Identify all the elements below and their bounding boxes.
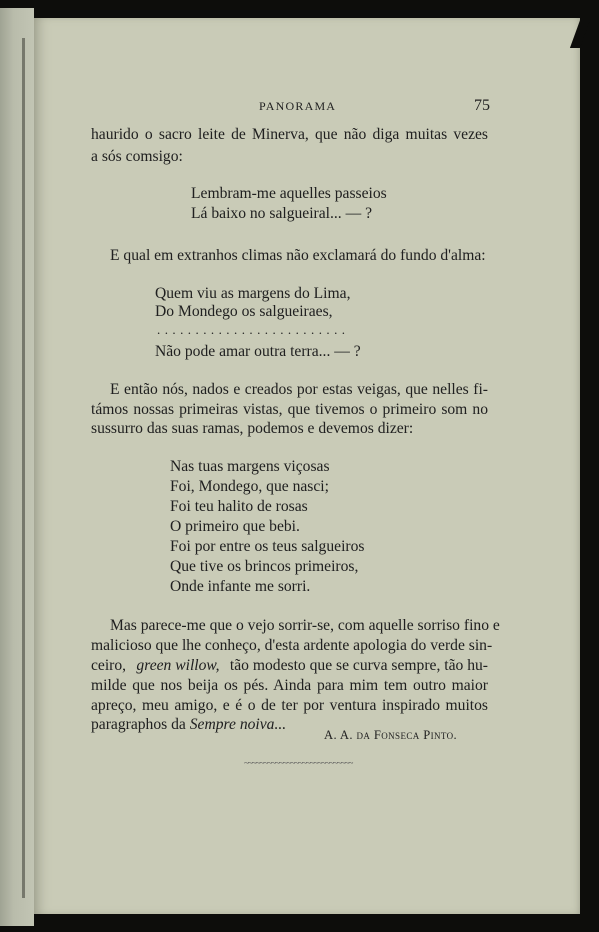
para4-line2: malicioso que lhe conheço, d'esta ardente apologia do verde sin- <box>91 637 493 654</box>
facing-page-edge <box>0 8 34 926</box>
para4-line3-start: ceiro, <box>91 657 127 674</box>
para3-line1: E então nós, nados e creados por estas veigas, que nelles fi- <box>110 381 488 398</box>
verse1-line: Lá baixo no salgueiral... — ? <box>191 205 373 222</box>
para3-line3: sussurro das suas ramas, podemos e devemos dizer: <box>91 420 414 437</box>
para2-line: E qual em extranhos climas não exclamará do fundo d'alma: <box>110 247 486 264</box>
verse2-line: Não pode amar outra terra... — ? <box>155 343 361 360</box>
verse3-line: Foi, Mondego, que nasci; <box>170 478 329 495</box>
verse3-line: Que tive os brincos primeiros, <box>170 558 359 575</box>
para3-line2: támos nossas primeiras vistas, que tivemos o primeiro som no <box>91 401 488 418</box>
para4-line3-end: tão modesto que se curva sempre, tão hu- <box>229 657 488 674</box>
para4-line5: apreço, meu amigo, e é o de ter por ventura inspirado muitos <box>91 697 488 714</box>
verse2-line: Quem viu as margens do Lima, <box>155 285 351 302</box>
para1-line2: a sós comsigo: <box>91 148 183 165</box>
para4-line6 <box>91 716 286 734</box>
para1-line1: haurido o sacro leite de Minerva, que não diga muitas vezes <box>91 126 488 143</box>
page-header <box>0 97 599 119</box>
para4-line3 <box>91 657 488 675</box>
end-ornament: ~~~~~~~~~~~~~~~~~~~~~~~~~~~~ <box>244 758 353 768</box>
para4-line1: Mas parece-me que o vejo sorrir-se, com aquelle sorriso fino e <box>110 617 500 634</box>
verse3-line: Nas tuas margens viçosas <box>170 458 330 475</box>
para4-line6-start: paragraphos da <box>91 716 186 733</box>
para4-line4: milde que nos beija os pés. Ainda para mim tem outro maior <box>91 677 488 694</box>
binding-shadow <box>22 38 25 898</box>
running-title: PANORAMA <box>259 99 337 113</box>
author-signature: A. A. da Fonseca Pinto. <box>324 728 458 742</box>
page-number: 75 <box>474 97 490 114</box>
verse2-ellipsis-line: . . . . . . . . . . . . . . . . . . . . . . . . . <box>157 322 346 337</box>
verse1-line: Lembram-me aquelles passeios <box>191 185 387 202</box>
para4-line3-italic: green willow, <box>136 657 220 674</box>
verse3-line: Foi por entre os teus salgueiros <box>170 538 365 555</box>
para4-line6-italic: Sempre noiva... <box>189 716 287 733</box>
verse3-line: Onde infante me sorri. <box>170 578 311 595</box>
verse2-line: Do Mondego os salgueiraes, <box>155 303 333 320</box>
verse3-line: O primeiro que bebi. <box>170 518 300 535</box>
verse3-line: Foi teu halito de rosas <box>170 498 308 515</box>
